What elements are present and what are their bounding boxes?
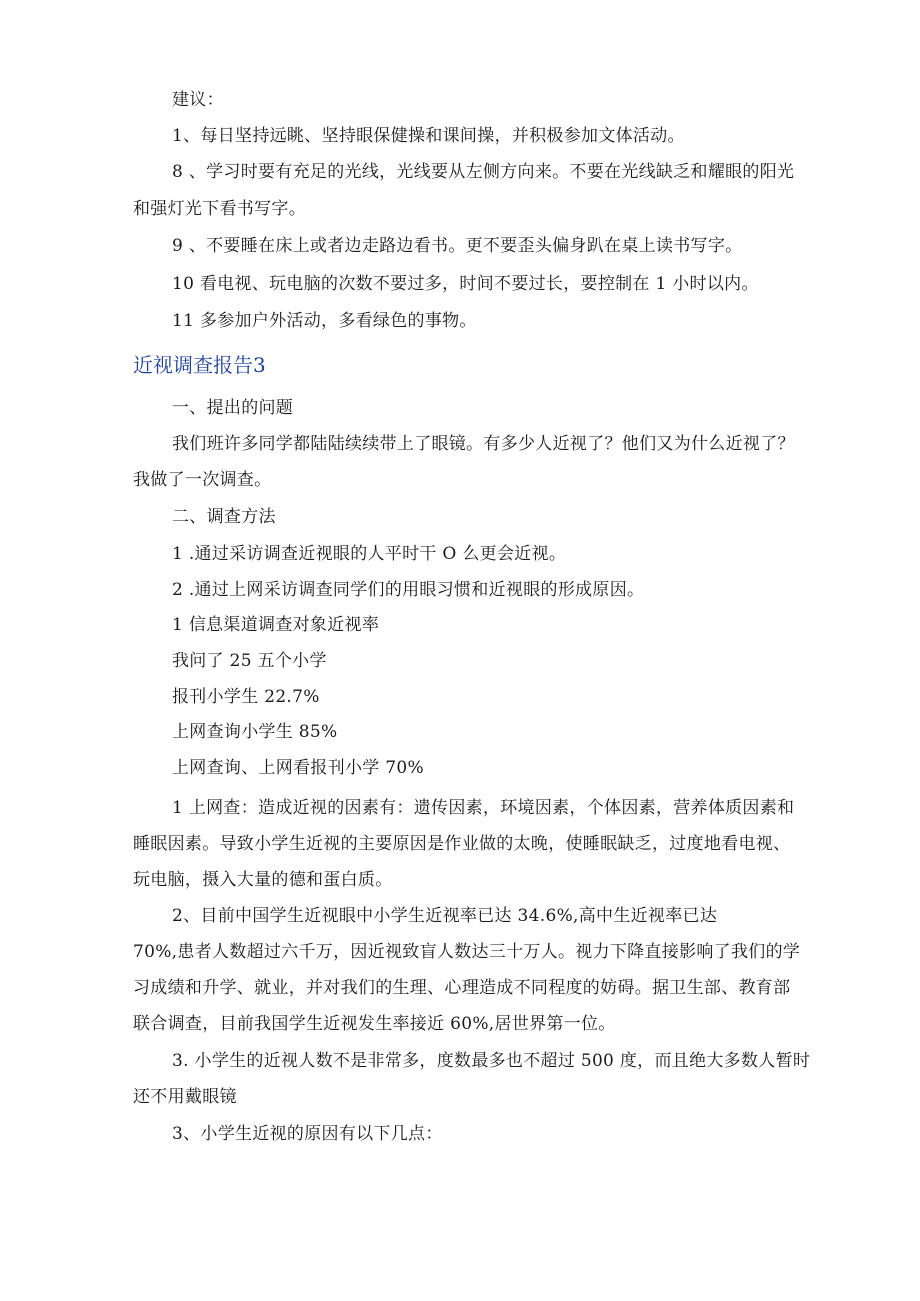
table-row-line: 我问了 25 五个小学 — [172, 651, 327, 671]
method-item-2: 2 .通过上网采访调查同学们的用眼习惯和近视眼的形成原因。 — [172, 580, 645, 600]
table-row-line: 上网查询、上网看报刊小学 70% — [172, 758, 424, 778]
table-row-line: 上网查询小学生 85% — [172, 722, 338, 742]
method-item-1: 1 .通过采访调查近视眼的人平时干 O 么更会近视。 — [172, 544, 567, 564]
paragraph-line: 3、小学生近视的原因有以下几点： — [172, 1124, 443, 1144]
table-row-line: 报刊小学生 22.7% — [172, 687, 320, 707]
paragraph-line: 睡眠因素。导致小学生近视的主要原因是作业做的太晚，使睡眠缺乏，过度地看电视、 — [133, 834, 791, 854]
subheading-method: 二、调查方法 — [172, 507, 276, 527]
paragraph-line: 1 上网查：造成近视的因素有：遗传因素，环境因素，个体因素，营养体质因素和 — [172, 798, 795, 818]
advice-item-10: 10 看电视、玩电脑的次数不要过多，时间不要过长，要控制在 1 小时以内。 — [172, 274, 759, 294]
paragraph-line: 还不用戴眼镜 — [133, 1087, 237, 1107]
advice-item-1: 1、每日坚持远眺、坚持眼保健操和课间操，并积极参加文体活动。 — [172, 126, 685, 146]
paragraph-line: 我们班许多同学都陆陆续续带上了眼镜。有多少人近视了？他们又为什么近视了？ — [172, 434, 795, 454]
subheading-question: 一、提出的问题 — [172, 398, 294, 418]
table-header-line: 1 信息渠道调查对象近视率 — [172, 615, 380, 635]
advice-item-8: 8 、学习时要有充足的光线，光线要从左侧方向来。不要在光线缺乏和耀眼的阳光 — [172, 162, 795, 182]
advice-item-11: 11 多参加户外活动，多看绿色的事物。 — [172, 311, 477, 331]
paragraph-line: 2、目前中国学生近视眼中小学生近视率已达 34.6%,高中生近视率已达 — [172, 906, 718, 926]
advice-item-9: 9 、不要睡在床上或者边走路边看书。更不要歪头偏身趴在桌上读书写字。 — [172, 236, 743, 256]
paragraph-line: 习成绩和升学、就业，并对我们的生理、心理造成不同程度的妨碍。据卫生部、教育部 — [133, 978, 791, 998]
advice-label: 建议： — [172, 90, 224, 110]
paragraph-line: 70%,患者人数超过六千万，因近视致盲人数达三十万人。视力下降直接影响了我们的学 — [133, 942, 801, 962]
paragraph-line: 联合调查，目前我国学生近视发生率接近 60%,居世界第一位。 — [133, 1014, 616, 1034]
paragraph-line: 玩电脑，摄入大量的德和蛋白质。 — [133, 870, 393, 890]
section-heading: 近视调查报告3 — [133, 353, 266, 377]
advice-item-8-cont: 和强灯光下看书写字。 — [133, 199, 306, 219]
paragraph-line: 我做了一次调查。 — [133, 470, 272, 490]
paragraph-line: 3. 小学生的近视人数不是非常多，度数最多也不超过 500 度，而且绝大多数人暂时 — [172, 1051, 811, 1071]
